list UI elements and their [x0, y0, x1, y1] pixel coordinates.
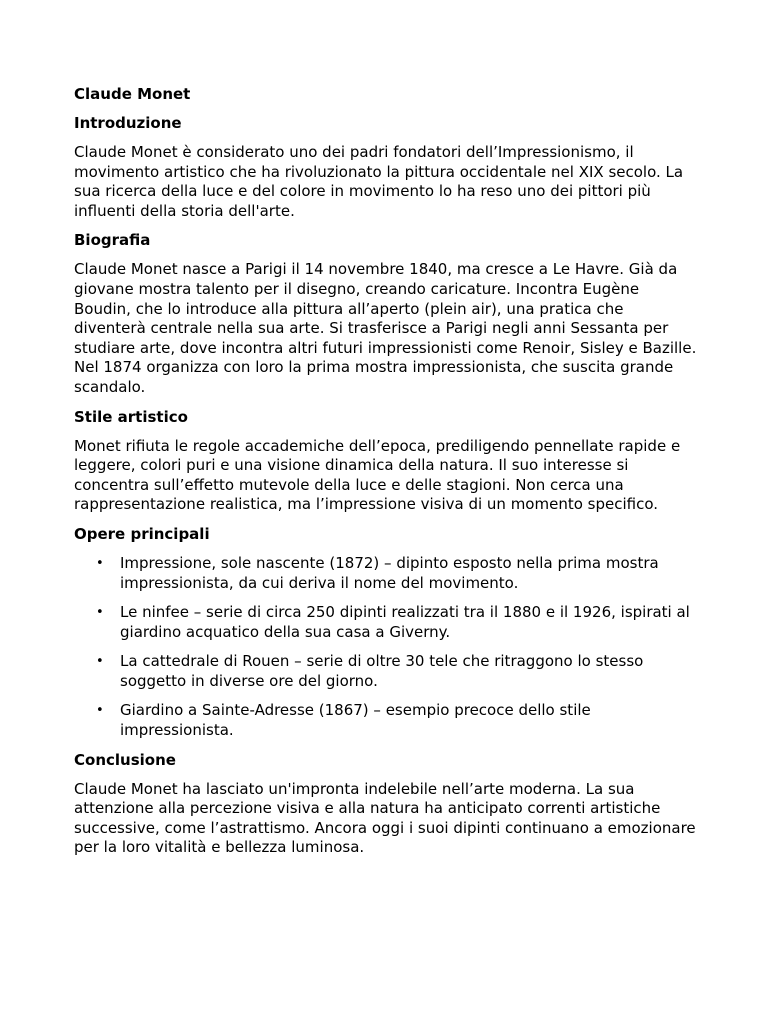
list-item-text: Le ninfee – serie di circa 250 dipinti realizzati tra il 1880 e il 1926, ispirati al giardino acquatico della sua casa a Giverny.	[120, 603, 690, 641]
section-heading-stile-artistico: Stile artistico	[74, 407, 188, 426]
bullet-icon: •	[96, 654, 104, 670]
section-text-conclusione: Claude Monet ha lasciato un'impronta indelebile nell’arte moderna. La sua attenzione alla percezione visiva e alla natura ha anticipato correnti artistiche successive, come l’astrattismo. Ancora oggi i suoi dipinti continuano a emozionare per la loro vitalità e bellezza luminosa.	[74, 779, 696, 857]
list-item	[96, 652, 698, 691]
section-heading-opere-principali: Opere principali	[74, 524, 210, 543]
bullet-icon: •	[96, 555, 104, 571]
list-item	[96, 553, 698, 593]
bullet-icon: •	[96, 703, 104, 719]
works-list	[74, 554, 698, 741]
document-title: Claude Monet	[74, 85, 191, 103]
bullet-icon: •	[96, 605, 104, 621]
list-item	[96, 603, 698, 642]
section-heading-biografia: Biografia	[74, 231, 151, 250]
section-text-stile-artistico: Monet rifiuta le regole accademiche dell’epoca, prediligendo pennellate rapide e leggere, colori puri e una visione dinamica della natura. Il suo interesse si concentra sull’effetto mutevole della luce e delle stagioni. Non cerca una rappresentazione realistica, ma l’impressione visiva di un momento specifico.	[74, 436, 681, 514]
list-item-text: La cattedrale di Rouen – serie di oltre 30 tele che ritraggono lo stesso soggetto in diverse ore del giorno.	[120, 652, 644, 690]
section-heading-introduzione: Introduzione	[74, 114, 182, 132]
list-item-text: Impressione, sole nascente (1872) – dipinto esposto nella prima mostra impressionista, da cui deriva il nome del movimento.	[120, 553, 659, 592]
section-text-biografia: Claude Monet nasce a Parigi il 14 novembre 1840, ma cresce a Le Havre. Già da giovane mostra talento per il disegno, creando caricature. Incontra Eugène Boudin, che lo introduce alla pittura all’aperto (plein air), una pratica che diventerà centrale nella sua arte. Si trasferisce a Parigi negli anni Sessanta per studiare arte, dove incontra altri futuri impressionisti come Renoir, Sisley e Bazille. Nel 1874 organizza con loro la prima mostra impressionista, che suscita grande scandalo.	[74, 260, 697, 396]
section-heading-conclusione: Conclusione	[74, 750, 176, 769]
section-text-introduzione: Claude Monet è considerato uno dei padri fondatori dell’Impressionismo, il movimento artistico che ha rivoluzionato la pittura occidentale nel XIX secolo. La sua ricerca della luce e del colore in movimento lo ha reso uno dei pittori più influenti della storia dell'arte.	[74, 143, 684, 220]
list-item	[96, 701, 698, 740]
list-item-text: Giardino a Sainte-Adresse (1867) – esempio precoce dello stile impressionista.	[120, 701, 591, 740]
